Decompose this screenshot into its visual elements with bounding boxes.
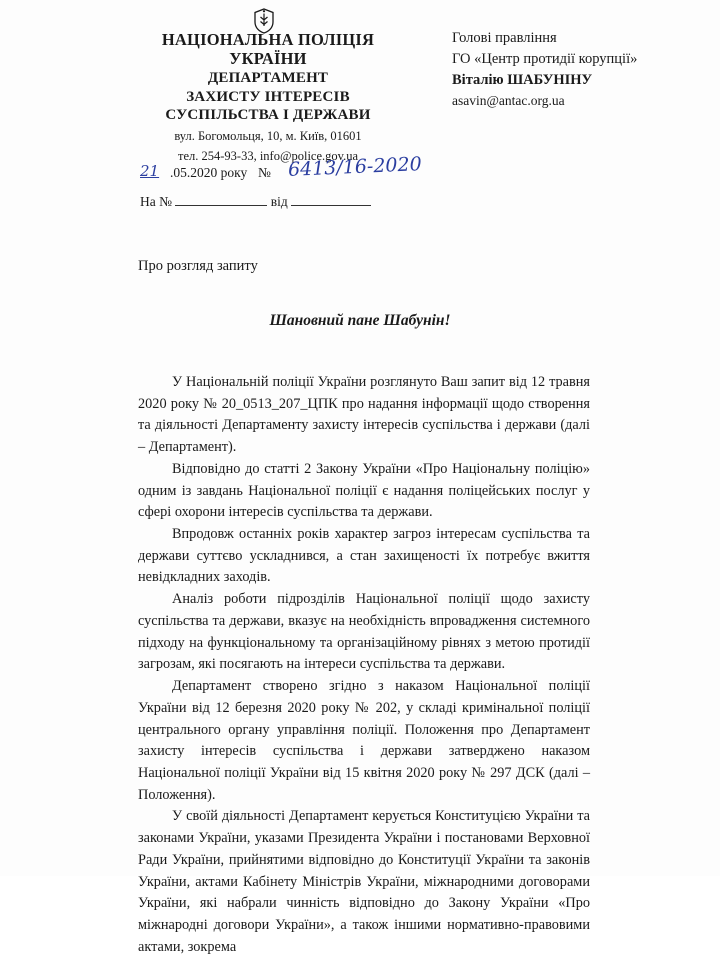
handwritten-day: 21: [140, 162, 160, 180]
letterhead: [118, 30, 418, 164]
body-paragraph: У своїй діяльності Департамент керується Конституцією України та законами України, указами Президента України і постановами Верховної Ради України, прийнятими відповідно до Конституції України та законів України, актами Кабінету Міністрів України, міжнародними договорами України, які набрали чинність відповідно до Закону України «Про міжнародні договори України», а також іншими нормативно-правовими актами, зокрема: [138, 808, 590, 955]
addressee-block: [452, 28, 702, 111]
document-subject: Про розгляд запиту: [138, 258, 258, 274]
body-paragraph: Відповідно до статті 2 Закону України «Про Національну поліцію» одним із завдань Національної поліції є надання поліцейських послуг у сфері охорони інтересів суспільства та держави.: [138, 460, 590, 521]
dept-line3: СУСПІЛЬСТВА І ДЕРЖАВИ: [165, 107, 371, 124]
org-name-line2: УКРАЇНИ: [229, 49, 307, 69]
reference-date-blank: [291, 192, 371, 206]
reference-line: [140, 192, 371, 210]
date-static: .05.2020 року: [170, 165, 248, 180]
org-address: вул. Богомольця, 10, м. Київ, 01601: [174, 129, 362, 143]
addressee-email: asavin@antac.org.ua: [452, 93, 565, 109]
addressee-position: Голові правління: [452, 30, 557, 46]
reference-from-label: від: [270, 194, 288, 209]
dept-line1: ДЕПАРТАМЕНТ: [207, 69, 329, 86]
document-body: [138, 372, 590, 958]
org-contacts: тел. 254-93-33, info@police.gov.ua: [178, 148, 358, 163]
salutation: Шановний пане Шабунін!: [269, 312, 451, 329]
org-name-line1: НАЦІОНАЛЬНА ПОЛІЦІЯ: [161, 30, 375, 49]
addressee-name: Віталію ШАБУНІНУ: [452, 72, 593, 89]
number-label: №: [258, 165, 271, 180]
reference-number-blank: [175, 192, 267, 206]
body-paragraph: Впродовж останніх років характер загроз інтересам суспільства та держави суттєво ускладнився, а стан захищеності їх потребує вжиття невідкладних заходів.: [138, 526, 590, 586]
body-paragraph: Аналіз роботи підрозділів Національної поліції щодо захисту суспільства та держави, вказує на необхідність впровадження системного підходу на функціональному та організаційному рівнях з метою протидії загрозам, які посягають на інтереси суспільства та держави.: [138, 591, 590, 673]
dept-line2: ЗАХИСТУ ІНТЕРЕСІВ: [186, 88, 350, 105]
addressee-organization: ГО «Центр протидії корупції»: [452, 51, 638, 68]
reference-label: На №: [140, 194, 172, 209]
handwritten-number: 6413/16-2020: [287, 153, 423, 181]
body-paragraph: У Національній поліції України розглянуто Ваш запит від 12 травня 2020 року № 20_0513_207_ЦПК про надання інформації щодо створення та діяльності Департаменту захисту інтересів суспільства і держави (далі – Департамент).: [138, 374, 590, 456]
body-paragraph: Департамент створено згідно з наказом Національної поліції України від 12 березня 2020 року № 202, у складі кримінальної поліції центрального органу управління поліції. Положення про Департамент захисту інтересів суспільства і держави затверджено наказом Національної поліції України від 15 квітня 2020 року № 297 ДСК (далі – Положення).: [138, 678, 590, 803]
